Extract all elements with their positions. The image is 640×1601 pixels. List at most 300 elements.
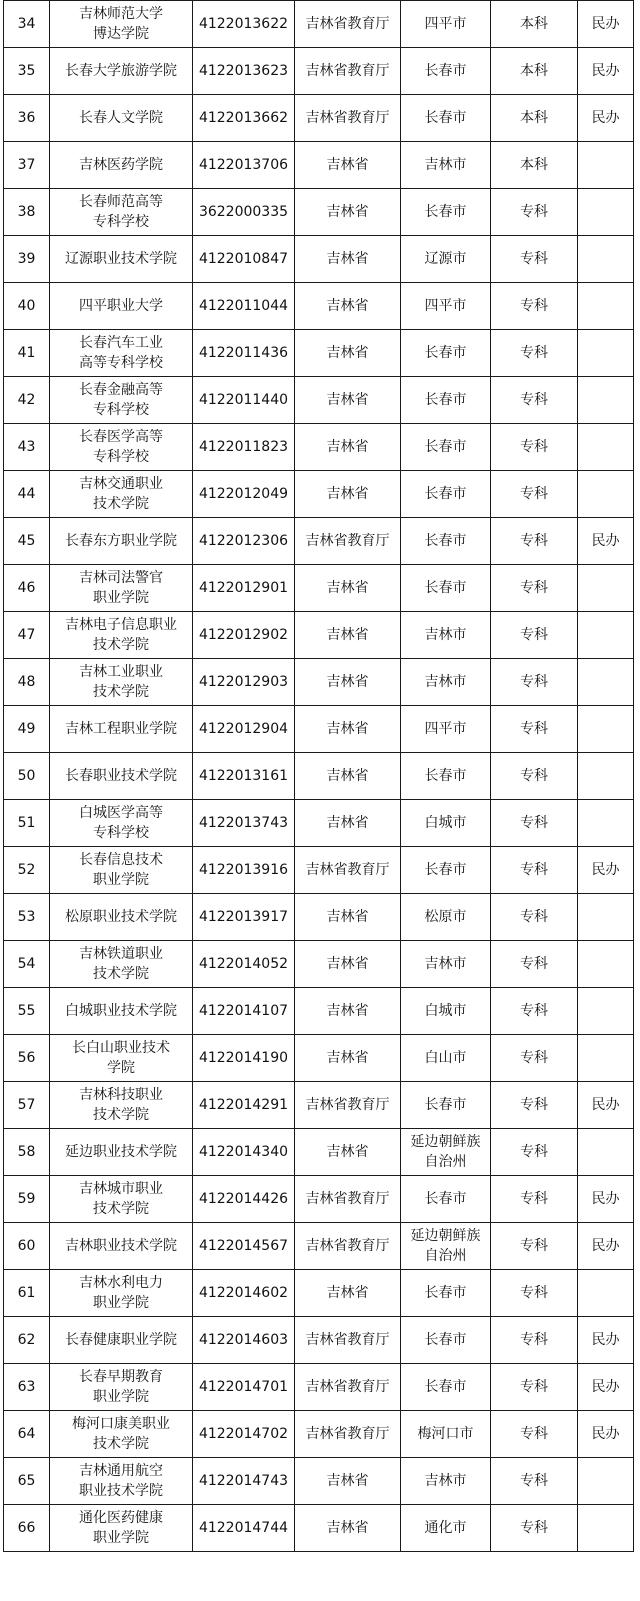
school-name-text: 长春职业技术学院 [65, 768, 177, 784]
authority-cell [295, 847, 401, 894]
school-code-cell [193, 941, 295, 988]
school-name-cell [50, 565, 193, 612]
row-number-text: 46 [17, 580, 36, 596]
school-code-text: 4122014701 [198, 1379, 289, 1395]
school-name-text: 吉林司法警官 职业学院 [79, 570, 163, 606]
school-name-text: 长春师范高等 专科学校 [79, 194, 163, 230]
school-code-cell [193, 800, 295, 847]
location-text: 四平市 [424, 298, 467, 314]
authority-text: 吉林省教育厅 [305, 533, 390, 549]
authority-text: 吉林省 [326, 674, 369, 690]
table-row [4, 330, 634, 377]
row-number-text: 57 [17, 1097, 36, 1113]
table-row [4, 988, 634, 1035]
table-row [4, 518, 634, 565]
ownership-note-cell [578, 1458, 634, 1505]
school-name-cell [50, 1035, 193, 1082]
authority-text: 吉林省 [326, 909, 369, 925]
level-cell [491, 1317, 578, 1364]
location-cell [401, 1458, 491, 1505]
school-code-text: 4122014603 [198, 1332, 289, 1348]
school-name-text: 吉林交通职业 技术学院 [79, 476, 163, 512]
authority-text: 吉林省 [326, 956, 369, 972]
location-text: 长春市 [424, 486, 467, 502]
table-row [4, 48, 634, 95]
row-number-text: 43 [17, 439, 36, 455]
school-name-text: 长春人文学院 [79, 110, 163, 126]
location-text: 长春市 [424, 439, 467, 455]
row-number-cell [4, 283, 50, 330]
ownership-note-cell [578, 48, 634, 95]
level-cell [491, 1364, 578, 1411]
authority-text: 吉林省 [326, 815, 369, 831]
school-name-text: 白城职业技术学院 [65, 1003, 177, 1019]
authority-text: 吉林省教育厅 [305, 16, 390, 32]
school-code-text: 4122012902 [198, 627, 289, 643]
school-name-text: 梅河口康美职业 技术学院 [72, 1416, 170, 1452]
location-cell [401, 1317, 491, 1364]
location-cell [401, 1505, 491, 1552]
location-cell [401, 1411, 491, 1458]
table-row [4, 941, 634, 988]
level-cell [491, 659, 578, 706]
authority-cell [295, 1411, 401, 1458]
location-cell [401, 847, 491, 894]
school-code-text: 4122014291 [198, 1097, 289, 1113]
level-cell [491, 1223, 578, 1270]
school-name-cell [50, 330, 193, 377]
level-cell [491, 565, 578, 612]
level-cell [491, 48, 578, 95]
row-number-text: 37 [17, 157, 36, 173]
row-number-cell [4, 565, 50, 612]
school-name-text: 吉林电子信息职业 技术学院 [65, 617, 177, 653]
level-cell [491, 1270, 578, 1317]
table-row [4, 377, 634, 424]
authority-cell [295, 95, 401, 142]
location-cell [401, 142, 491, 189]
row-number-cell [4, 1, 50, 48]
row-number-text: 35 [17, 63, 36, 79]
level-text: 专科 [520, 345, 548, 361]
school-code-cell [193, 847, 295, 894]
school-code-text: 4122014340 [198, 1144, 289, 1160]
level-text: 专科 [520, 580, 548, 596]
school-code-text: 4122012904 [198, 721, 289, 737]
level-cell [491, 1082, 578, 1129]
location-text: 长春市 [424, 1285, 467, 1301]
authority-cell [295, 283, 401, 330]
school-code-text: 4122011440 [198, 392, 289, 408]
level-cell [491, 283, 578, 330]
ownership-note-text: 民办 [591, 862, 620, 878]
school-code-cell [193, 1129, 295, 1176]
school-name-cell [50, 847, 193, 894]
authority-cell [295, 1129, 401, 1176]
level-text: 专科 [520, 768, 548, 784]
school-name-cell [50, 518, 193, 565]
row-number-text: 40 [17, 298, 36, 314]
location-cell [401, 1, 491, 48]
ownership-note-cell [578, 800, 634, 847]
ownership-note-text: 民办 [591, 16, 620, 32]
row-number-cell [4, 518, 50, 565]
location-cell [401, 1129, 491, 1176]
row-number-text: 53 [17, 909, 36, 925]
location-cell [401, 1082, 491, 1129]
school-code-cell [193, 1176, 295, 1223]
level-text: 专科 [520, 1003, 548, 1019]
row-number-cell [4, 847, 50, 894]
level-cell [491, 612, 578, 659]
location-text: 吉林市 [424, 674, 467, 690]
level-text: 专科 [520, 1379, 548, 1395]
school-code-text: 4122013161 [198, 768, 289, 784]
school-code-text: 4122014567 [198, 1238, 289, 1254]
row-number-cell [4, 330, 50, 377]
table-row [4, 894, 634, 941]
authority-text: 吉林省教育厅 [305, 1238, 390, 1254]
table-row [4, 565, 634, 612]
ownership-note-cell [578, 1317, 634, 1364]
university-table [3, 0, 634, 1552]
level-text: 专科 [520, 1191, 548, 1207]
authority-text: 吉林省 [326, 580, 369, 596]
ownership-note-cell [578, 1270, 634, 1317]
row-number-cell [4, 236, 50, 283]
row-number-cell [4, 1223, 50, 1270]
authority-text: 吉林省 [326, 1520, 369, 1536]
row-number-cell [4, 894, 50, 941]
school-name-cell [50, 95, 193, 142]
level-cell [491, 377, 578, 424]
school-code-text: 4122013623 [198, 63, 289, 79]
location-text: 松原市 [424, 909, 467, 925]
location-cell [401, 283, 491, 330]
school-code-cell [193, 706, 295, 753]
location-cell [401, 612, 491, 659]
table-row [4, 1317, 634, 1364]
table-row [4, 1411, 634, 1458]
row-number-text: 41 [17, 345, 36, 361]
school-code-text: 4122013917 [198, 909, 289, 925]
authority-text: 吉林省教育厅 [305, 63, 390, 79]
school-name-text: 长春大学旅游学院 [65, 63, 177, 79]
school-code-cell [193, 1411, 295, 1458]
ownership-note-text: 民办 [591, 1332, 620, 1348]
school-code-text: 4122013916 [198, 862, 289, 878]
school-code-text: 3622000335 [198, 204, 289, 220]
authority-text: 吉林省 [326, 251, 369, 267]
level-text: 专科 [520, 439, 548, 455]
authority-cell [295, 377, 401, 424]
authority-text: 吉林省 [326, 345, 369, 361]
table-row [4, 1364, 634, 1411]
location-text: 长春市 [424, 345, 467, 361]
row-number-cell [4, 988, 50, 1035]
school-name-cell [50, 1270, 193, 1317]
level-cell [491, 95, 578, 142]
level-cell [491, 1129, 578, 1176]
school-code-cell [193, 659, 295, 706]
school-code-cell [193, 1364, 295, 1411]
school-code-cell [193, 753, 295, 800]
authority-cell [295, 424, 401, 471]
row-number-cell [4, 659, 50, 706]
ownership-note-cell [578, 283, 634, 330]
row-number-text: 63 [17, 1379, 36, 1395]
level-cell [491, 189, 578, 236]
authority-text: 吉林省教育厅 [305, 1332, 390, 1348]
school-code-text: 4122014052 [198, 956, 289, 972]
row-number-text: 59 [17, 1191, 36, 1207]
ownership-note-cell [578, 1129, 634, 1176]
ownership-note-cell [578, 1411, 634, 1458]
school-name-cell [50, 800, 193, 847]
authority-cell [295, 1270, 401, 1317]
ownership-note-cell [578, 941, 634, 988]
level-cell [491, 424, 578, 471]
table-row [4, 189, 634, 236]
location-cell [401, 48, 491, 95]
school-code-text: 4122010847 [198, 251, 289, 267]
ownership-note-cell [578, 236, 634, 283]
authority-cell [295, 1364, 401, 1411]
level-text: 本科 [520, 110, 548, 126]
school-code-cell [193, 1270, 295, 1317]
level-text: 本科 [520, 16, 548, 32]
location-cell [401, 988, 491, 1035]
location-text: 白山市 [424, 1050, 467, 1066]
authority-cell [295, 48, 401, 95]
row-number-cell [4, 142, 50, 189]
ownership-note-cell [578, 1364, 634, 1411]
table-row [4, 283, 634, 330]
location-text: 白城市 [424, 815, 467, 831]
level-text: 专科 [520, 862, 548, 878]
school-name-text: 四平职业大学 [79, 298, 163, 314]
location-text: 吉林市 [424, 157, 467, 173]
school-name-text: 白城医学高等 专科学校 [79, 805, 163, 841]
level-cell [491, 1458, 578, 1505]
row-number-text: 60 [17, 1238, 36, 1254]
location-cell [401, 424, 491, 471]
table-row [4, 1176, 634, 1223]
level-text: 专科 [520, 1332, 548, 1348]
row-number-text: 64 [17, 1426, 36, 1442]
row-number-text: 62 [17, 1332, 36, 1348]
school-code-text: 4122014190 [198, 1050, 289, 1066]
school-name-text: 吉林通用航空 职业技术学院 [79, 1463, 163, 1499]
level-cell [491, 941, 578, 988]
authority-cell [295, 612, 401, 659]
authority-text: 吉林省 [326, 486, 369, 502]
level-text: 专科 [520, 1520, 548, 1536]
authority-cell [295, 142, 401, 189]
school-code-text: 4122013743 [198, 815, 289, 831]
location-text: 四平市 [424, 721, 467, 737]
table-row [4, 1035, 634, 1082]
authority-cell [295, 1223, 401, 1270]
row-number-cell [4, 1317, 50, 1364]
table-row [4, 424, 634, 471]
school-name-cell [50, 1082, 193, 1129]
school-name-cell [50, 941, 193, 988]
location-cell [401, 565, 491, 612]
location-text: 长春市 [424, 533, 467, 549]
school-code-cell [193, 565, 295, 612]
row-number-text: 54 [17, 956, 36, 972]
row-number-text: 34 [17, 16, 36, 32]
row-number-text: 51 [17, 815, 36, 831]
authority-text: 吉林省 [326, 204, 369, 220]
school-code-cell [193, 95, 295, 142]
table-row [4, 1270, 634, 1317]
school-code-cell [193, 471, 295, 518]
level-text: 专科 [520, 1144, 548, 1160]
level-text: 专科 [520, 1473, 548, 1489]
row-number-text: 36 [17, 110, 36, 126]
authority-cell [295, 1505, 401, 1552]
row-number-text: 58 [17, 1144, 36, 1160]
ownership-note-text: 民办 [591, 1097, 620, 1113]
level-text: 专科 [520, 1050, 548, 1066]
authority-cell [295, 330, 401, 377]
location-cell [401, 189, 491, 236]
school-name-text: 吉林城市职业 技术学院 [79, 1181, 163, 1217]
school-name-cell [50, 48, 193, 95]
ownership-note-cell [578, 1176, 634, 1223]
row-number-cell [4, 1129, 50, 1176]
authority-cell [295, 1317, 401, 1364]
authority-text: 吉林省 [326, 392, 369, 408]
authority-cell [295, 706, 401, 753]
row-number-cell [4, 753, 50, 800]
location-text: 延边朝鲜族 自治州 [410, 1134, 481, 1170]
university-table-body [4, 1, 634, 1552]
row-number-text: 49 [17, 721, 36, 737]
school-code-cell [193, 1317, 295, 1364]
school-code-text: 4122014743 [198, 1473, 289, 1489]
table-row [4, 753, 634, 800]
level-cell [491, 706, 578, 753]
table-row [4, 1223, 634, 1270]
row-number-cell [4, 95, 50, 142]
school-name-cell [50, 1505, 193, 1552]
authority-text: 吉林省教育厅 [305, 1191, 390, 1207]
school-name-cell [50, 1458, 193, 1505]
level-cell [491, 142, 578, 189]
level-text: 专科 [520, 486, 548, 502]
authority-text: 吉林省 [326, 157, 369, 173]
level-text: 专科 [520, 533, 548, 549]
school-name-cell [50, 1129, 193, 1176]
row-number-text: 48 [17, 674, 36, 690]
location-text: 长春市 [424, 1097, 467, 1113]
school-code-cell [193, 612, 295, 659]
table-row [4, 1505, 634, 1552]
school-code-cell [193, 189, 295, 236]
row-number-text: 38 [17, 204, 36, 220]
authority-text: 吉林省 [326, 627, 369, 643]
level-cell [491, 753, 578, 800]
location-cell [401, 377, 491, 424]
location-text: 辽源市 [424, 251, 467, 267]
ownership-note-cell [578, 565, 634, 612]
ownership-note-cell [578, 377, 634, 424]
level-text: 专科 [520, 627, 548, 643]
level-cell [491, 1176, 578, 1223]
location-cell [401, 706, 491, 753]
authority-text: 吉林省 [326, 768, 369, 784]
row-number-text: 47 [17, 627, 36, 643]
school-name-text: 辽源职业技术学院 [65, 251, 177, 267]
school-name-text: 延边职业技术学院 [65, 1144, 177, 1160]
school-name-text: 吉林工程职业学院 [65, 721, 177, 737]
authority-cell [295, 236, 401, 283]
authority-text: 吉林省教育厅 [305, 1379, 390, 1395]
school-name-cell [50, 283, 193, 330]
location-text: 长春市 [424, 768, 467, 784]
ownership-note-text: 民办 [591, 1191, 620, 1207]
authority-text: 吉林省 [326, 439, 369, 455]
school-code-text: 4122014426 [198, 1191, 289, 1207]
school-name-text: 吉林工业职业 技术学院 [79, 664, 163, 700]
ownership-note-cell [578, 894, 634, 941]
row-number-text: 44 [17, 486, 36, 502]
school-code-cell [193, 283, 295, 330]
ownership-note-cell [578, 988, 634, 1035]
school-code-text: 4122013706 [198, 157, 289, 173]
authority-cell [295, 800, 401, 847]
school-code-text: 4122012901 [198, 580, 289, 596]
school-name-cell [50, 706, 193, 753]
location-cell [401, 1176, 491, 1223]
row-number-cell [4, 706, 50, 753]
authority-text: 吉林省 [326, 298, 369, 314]
level-cell [491, 471, 578, 518]
school-name-cell [50, 424, 193, 471]
school-code-text: 4122013622 [198, 16, 289, 32]
school-code-text: 4122014107 [198, 1003, 289, 1019]
row-number-cell [4, 48, 50, 95]
table-row [4, 847, 634, 894]
location-cell [401, 1035, 491, 1082]
row-number-text: 50 [17, 768, 36, 784]
location-text: 通化市 [424, 1520, 467, 1536]
school-name-text: 长春东方职业学院 [65, 533, 177, 549]
authority-text: 吉林省 [326, 1050, 369, 1066]
authority-cell [295, 1082, 401, 1129]
level-text: 专科 [520, 298, 548, 314]
row-number-cell [4, 1035, 50, 1082]
level-cell [491, 330, 578, 377]
school-name-text: 吉林科技职业 技术学院 [79, 1087, 163, 1123]
row-number-cell [4, 1270, 50, 1317]
location-text: 白城市 [424, 1003, 467, 1019]
table-row [4, 95, 634, 142]
row-number-cell [4, 189, 50, 236]
level-text: 专科 [520, 1285, 548, 1301]
ownership-note-cell [578, 1, 634, 48]
ownership-note-cell [578, 95, 634, 142]
location-text: 吉林市 [424, 956, 467, 972]
level-cell [491, 1505, 578, 1552]
school-name-text: 吉林职业技术学院 [65, 1238, 177, 1254]
school-name-text: 吉林铁道职业 技术学院 [79, 946, 163, 982]
level-cell [491, 800, 578, 847]
authority-text: 吉林省 [326, 1144, 369, 1160]
